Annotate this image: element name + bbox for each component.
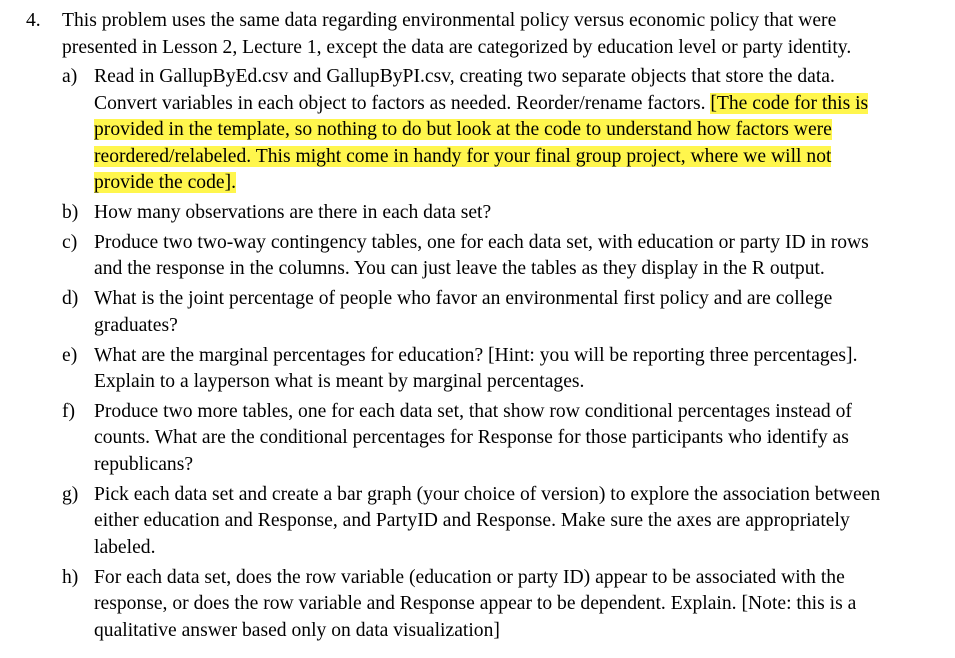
sub-question-text: What are the marginal percentages for education? [Hint: you will be reporting three percentages]. bbox=[94, 344, 858, 366]
sub-question-label: g) bbox=[62, 483, 79, 505]
sub-question-line bbox=[94, 508, 951, 535]
sub-question-label: e) bbox=[62, 344, 78, 366]
sub-question-line bbox=[94, 565, 951, 592]
sub-question-text: and the response in the columns. You can just leave the tables as they display in the R output. bbox=[94, 258, 825, 280]
highlighted-text: provide the code]. bbox=[94, 172, 236, 193]
sub-question-line bbox=[94, 170, 951, 197]
sub-question-text: Explain to a layperson what is meant by marginal percentages. bbox=[94, 371, 585, 393]
sub-question-line bbox=[94, 343, 951, 370]
sub-question-text: Read in GallupByEd.csv and GallupByPI.csv, creating two separate objects that store the data. bbox=[94, 66, 835, 87]
highlighted-text: [The code for this is bbox=[710, 92, 869, 114]
sub-question-line bbox=[94, 591, 951, 618]
sub-question bbox=[0, 200, 955, 227]
problem-intro-line: This problem uses the same data regarding environmental policy versus economic policy that were bbox=[62, 10, 837, 31]
sub-question-text: How many observations are there in each data set? bbox=[94, 201, 492, 223]
sub-question bbox=[0, 482, 955, 562]
sub-question-line bbox=[94, 535, 951, 562]
sub-question-text: Produce two two-way contingency tables, one for each data set, with education or party ID in rows bbox=[94, 231, 869, 253]
sub-question-label: h) bbox=[62, 566, 79, 588]
sub-question-label: f) bbox=[62, 400, 76, 422]
sub-question-text: For each data set, does the row variable (education or party ID) appear to be associated with the bbox=[94, 566, 845, 588]
problem-4 bbox=[0, 8, 955, 648]
sub-question-text: Pick each data set and create a bar graph (your choice of version) to explore the association between bbox=[94, 483, 881, 505]
highlighted-text: provided in the template, so nothing to do but look at the code to understand how factors were bbox=[94, 119, 832, 140]
sub-question-line bbox=[94, 482, 951, 509]
sub-question-label: b) bbox=[62, 201, 79, 223]
sub-question-text: either education and Response, and PartyID and Response. Make sure the axes are appropriately bbox=[94, 510, 850, 532]
sub-question-text: counts. What are the conditional percentages for Response for those participants who identify as bbox=[94, 427, 849, 449]
problem-intro bbox=[0, 8, 955, 61]
sub-question-text: response, or does the row variable and Response appear to be dependent. Explain. [Note: this is a bbox=[94, 593, 857, 615]
sub-question-line bbox=[94, 230, 951, 257]
sub-question-text: graduates? bbox=[94, 314, 178, 336]
sub-question-line bbox=[94, 200, 951, 227]
sub-question-line bbox=[94, 91, 951, 118]
sub-question-line bbox=[94, 369, 951, 396]
sub-question-line bbox=[94, 286, 951, 313]
sub-question-list bbox=[0, 64, 955, 644]
sub-question-line bbox=[94, 452, 951, 479]
sub-question bbox=[0, 343, 955, 396]
sub-question bbox=[0, 565, 955, 645]
sub-question-text: republicans? bbox=[94, 453, 194, 475]
sub-question-text: qualitative answer based only on data visualization] bbox=[94, 619, 500, 641]
problem-intro-line: presented in Lesson 2, Lecture 1, except the data are categorized by education level or party identity. bbox=[62, 36, 852, 58]
sub-question-line bbox=[94, 313, 951, 340]
sub-question-line bbox=[94, 117, 951, 144]
sub-question-line bbox=[94, 425, 951, 452]
sub-question-line bbox=[94, 64, 951, 91]
sub-question-label: c) bbox=[62, 231, 78, 253]
sub-question bbox=[0, 64, 955, 197]
sub-question-text: Convert variables in each object to factors as needed. Reorder/rename factors. bbox=[94, 92, 711, 114]
sub-question-text: labeled. bbox=[94, 536, 156, 558]
sub-question-label: a) bbox=[62, 66, 78, 87]
sub-question-text: What is the joint percentage of people who favor an environmental first policy and are college bbox=[94, 288, 833, 310]
sub-question-text: Produce two more tables, one for each data set, that show row conditional percentages instead of bbox=[94, 400, 852, 422]
sub-question-line bbox=[94, 399, 951, 426]
sub-question-line bbox=[94, 618, 951, 645]
sub-question bbox=[0, 286, 955, 339]
sub-question bbox=[0, 230, 955, 283]
sub-question bbox=[0, 399, 955, 479]
problem-number: 4. bbox=[26, 10, 41, 31]
sub-question-line bbox=[94, 144, 951, 171]
highlighted-text: reordered/relabeled. This might come in handy for your final group project, where we will not bbox=[94, 145, 832, 167]
sub-question-line bbox=[94, 256, 951, 283]
sub-question-label: d) bbox=[62, 288, 79, 310]
